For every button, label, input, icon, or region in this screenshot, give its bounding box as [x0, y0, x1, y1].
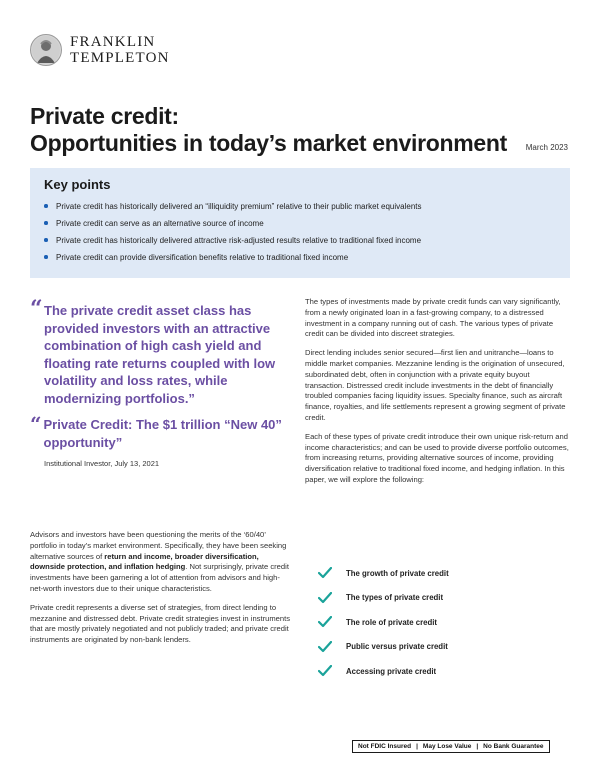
body-paragraph: The types of investments made by private credit funds can vary significantly, from a newly originated loan in a fast-growing company, to a distressed investment in a company running out of cash. The various types of private credit can be divided into discreet strategies.: [305, 297, 561, 339]
paragraph-text: Advisors and investors have been questioning the merits of the ‘60/40’ portfolio in today’s market environment. Specifically, they have been seeking alternative sources of: [30, 530, 287, 561]
right-body-column: [305, 297, 570, 494]
body-paragraph: Direct lending includes senior secured—first lien and unitranche—loans to middle market companies. Mezzanine lending is the origination of unsecured, subordinated debt, often in conjunction with a private equity buyout transaction. Distressed credit include investments in the debt of financially troubled companies facing liquidity issues. Specialty finance, such as aircraft finance, royalties, and life settlements represent a growing segment of private credit.: [305, 348, 566, 422]
key-point-text: Private credit can serve as an alternative source of income: [56, 219, 264, 228]
body-paragraph: Private credit represents a diverse set of strategies, from direct lending to mezzanine and distressed debt. Private credit strategies invest in instruments that are mostly privately negotiated and not publicly traded; and private credit instruments are originated by non-bank lenders.: [30, 602, 291, 645]
checkmark-icon: [318, 641, 332, 653]
footer-not-fdic: Not FDIC Insured: [358, 743, 412, 750]
paragraph-text: . Not surprisingly, private credit investments have been garnering a lot of attention from advisors and high-net-worth investors due to their unique characteristics.: [30, 562, 289, 593]
quote-citation: Institutional Investor, July 13, 2021: [44, 459, 160, 468]
key-point-text: Private credit can provide diversification benefits relative to traditional fixed income: [56, 253, 349, 262]
quote-source: [30, 412, 285, 451]
checklist-label: The role of private credit: [346, 617, 437, 627]
paragraph-bold-text: return and income, broader diversification, downside protection, and inflation hedging: [30, 551, 259, 572]
quote-mark-icon: “: [30, 296, 43, 322]
key-point-item: [44, 232, 556, 249]
bullet-icon: [44, 221, 48, 225]
checklist-item: [318, 659, 568, 684]
checklist-label: The types of private credit: [346, 593, 444, 603]
quote-text: The private credit asset class has provided investors with an attractive combination of high cash yield and floating rate returns coupled with low volatility and loss rates, while modernizing portfolios.”: [44, 303, 276, 406]
quote-mark-icon: “: [30, 412, 42, 436]
key-points-heading: Key points: [44, 177, 111, 192]
footer-no-bank-guarantee: No Bank Guarantee: [483, 743, 544, 750]
body-paragraph: [30, 530, 292, 595]
checkmark-icon: [318, 665, 332, 677]
disclosure-footer: [352, 740, 550, 753]
footer-separator: |: [476, 743, 479, 750]
title-line-2: Opportunities in today’s market environment: [30, 130, 507, 156]
left-body-column: [30, 530, 292, 654]
key-points-box: [30, 168, 570, 278]
brand-line-1: FRANKLIN: [70, 34, 156, 50]
quote-source-title: Private Credit: The $1 trillion “New 40” opportunity”: [43, 417, 282, 450]
key-point-item: [44, 198, 556, 215]
franklin-templeton-logo: [30, 34, 170, 66]
page-title: [30, 103, 507, 157]
checkmark-icon: [318, 567, 332, 579]
checklist-label: Accessing private credit: [346, 666, 437, 676]
topic-checklist: [318, 561, 568, 684]
key-point-text: Private credit has historically delivered attractive risk-adjusted results relative to traditional fixed income: [56, 236, 422, 245]
body-paragraph: Each of these types of private credit introduce their own unique risk-return and income characteristics; and can be used to provide diverse portfolio outcomes, from increasing returns, providing alternative sources of income, providing diversification relative to traditional fixed income, and hedging inflation. In this paper, we will explore the following:: [305, 431, 569, 484]
key-point-item: [44, 249, 556, 266]
franklin-portrait-seal-icon: [30, 34, 62, 66]
checklist-item: [318, 561, 568, 586]
footer-may-lose-value: May Lose Value: [422, 743, 472, 750]
title-line-1: Private credit:: [30, 103, 179, 129]
bullet-icon: [44, 255, 48, 259]
checklist-label: Public versus private credit: [346, 642, 448, 652]
checklist-item: [318, 610, 568, 635]
checklist-label: The growth of private credit: [346, 568, 449, 578]
publication-date: March 2023: [525, 143, 568, 152]
key-point-item: [44, 215, 556, 232]
brand-line-2: TEMPLETON: [70, 50, 170, 66]
bullet-icon: [44, 238, 48, 242]
checkmark-icon: [318, 592, 332, 604]
checkmark-icon: [318, 616, 332, 628]
checklist-item: [318, 635, 568, 660]
footer-separator: |: [416, 743, 418, 750]
pull-quote: [30, 296, 285, 468]
checklist-item: [318, 586, 568, 611]
key-point-text: Private credit has historically delivered an “illiquidity premium” relative to their public market equivalents: [56, 202, 422, 211]
bullet-icon: [44, 204, 48, 208]
